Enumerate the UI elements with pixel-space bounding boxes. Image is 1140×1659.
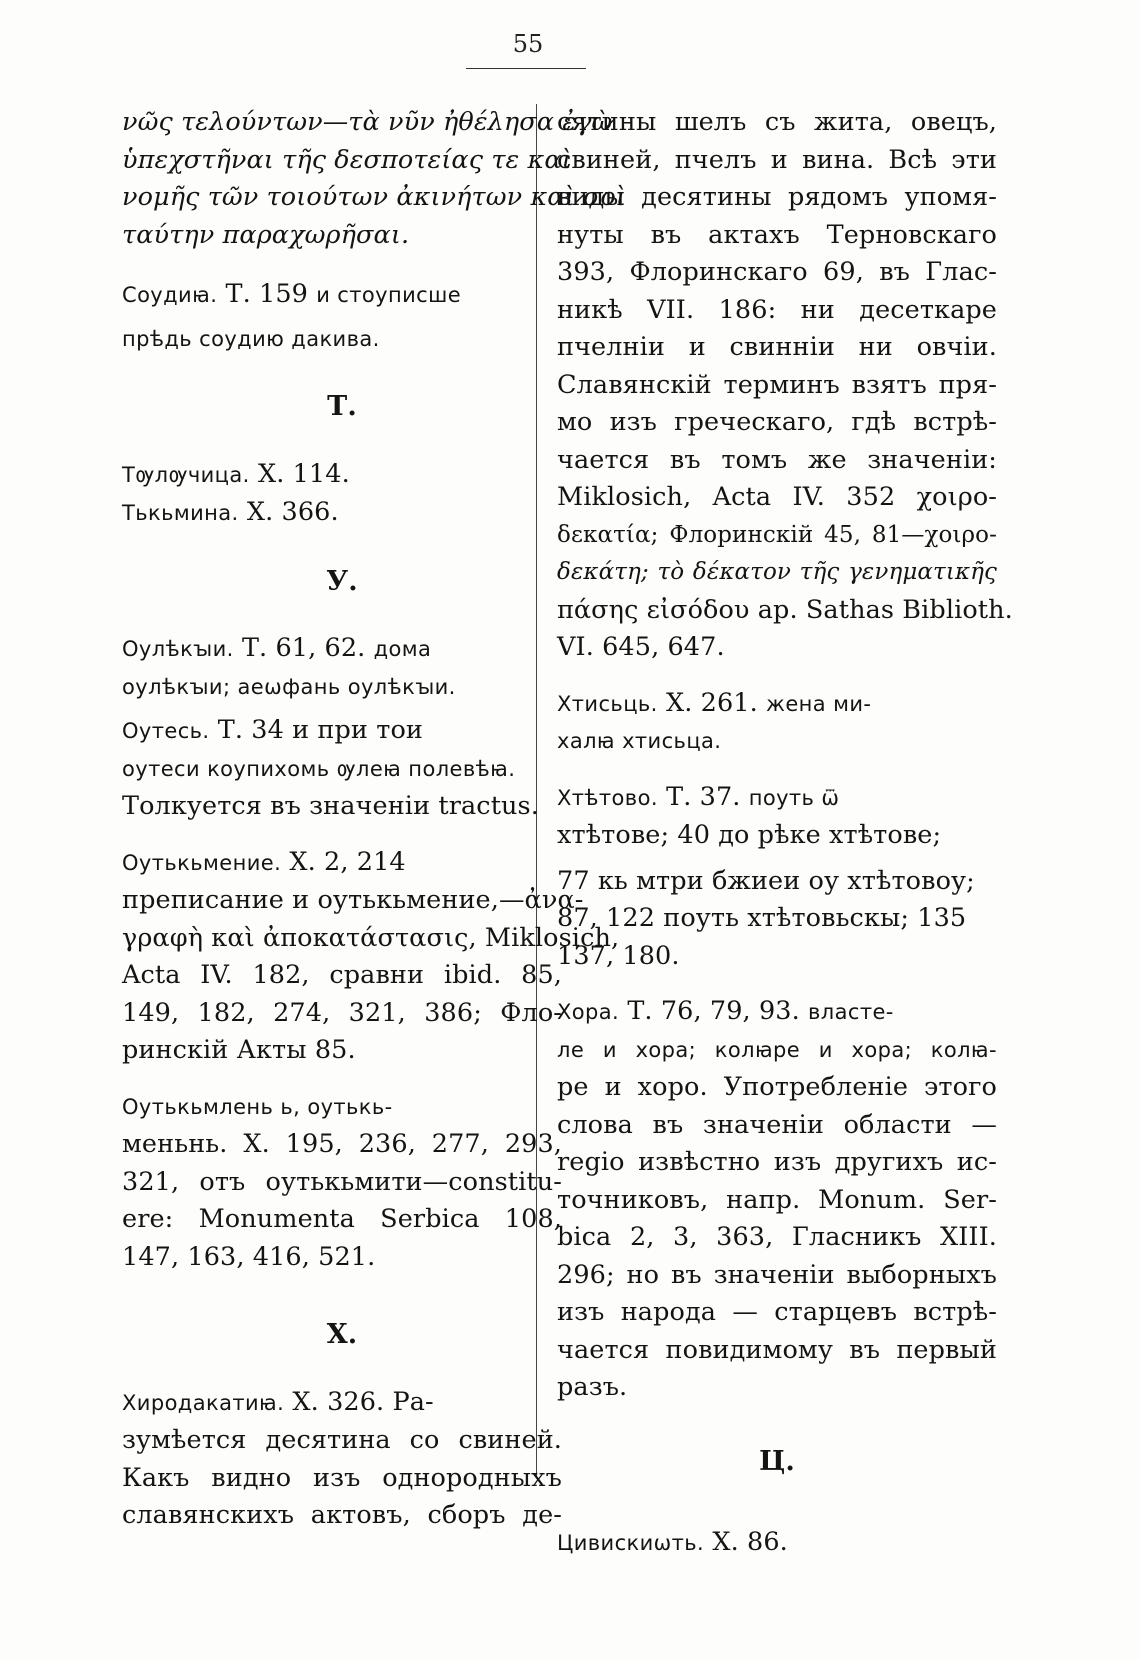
entry-reference: Т. 34 [209, 715, 293, 745]
entry-text: оутькь- [300, 1094, 393, 1119]
section-letter-t: Т. [327, 391, 357, 422]
entry-reference: Т. 76, 79, 93. [619, 996, 809, 1026]
entry-headword: Оулѣкꙑи. [122, 637, 234, 661]
entry-text: нуты въ актахъ Терновскаго [557, 219, 997, 250]
entry-htetovo [557, 779, 997, 976]
entry-reference: Х. 114. [249, 458, 350, 489]
greek-line: νῶς τελούντων—τὰ νῦν ἠθέλησα ἐγὼ [122, 107, 613, 137]
greek-line: νομῆς τῶν τοιούτων ἀκινήτων καὶ σοὶ [122, 182, 626, 212]
entry-text: bica 2, 3, 363, Гласникъ XIII. [557, 1222, 997, 1252]
entry-quote: оулѣкꙑи; аеѡфань оулѣкꙑи. [122, 674, 456, 699]
entry-text: Какъ видно изъ однородныхъ [122, 1462, 562, 1493]
right-column [557, 104, 1013, 1581]
entry-outkmlen [122, 1088, 562, 1277]
entry-text: VI. 645, 647. [557, 632, 725, 662]
entry-text: точниковъ, напр. Monum. Ser- [557, 1184, 997, 1215]
greek-line: ὑπεχστῆναι τῆς δεσποτείας τε καὶ [122, 144, 572, 175]
entry-headword: Хтѣтово. [557, 785, 658, 810]
entry-text: изъ народа — старцевъ встрѣ- [557, 1297, 997, 1327]
entry-text: 393, Флоринскаго 69, въ Глас- [557, 257, 997, 287]
entry-quote: жена ми- [766, 691, 872, 716]
entry-text: чается повидимому въ первый [557, 1334, 997, 1365]
entry-text: Славянскій терминъ взятъ пря- [557, 369, 997, 400]
entry-htisc [557, 685, 997, 761]
entry-reference: Х. 261. [657, 687, 767, 718]
entry-text: 296; но въ значеніи выборныхъ [557, 1259, 997, 1290]
entry-text: 147, 163, 416, 521. [122, 1241, 376, 1272]
entry-headword: Тькьмина. [122, 501, 239, 525]
entry-text: Acta IV. 182, сравни ibid. 85, [122, 960, 562, 990]
entry-text: γραφὴ καὶ ἀποκατάστασις, Miklosich, [122, 922, 620, 953]
entry-text: regio извѣстно изъ другихъ ис- [557, 1147, 997, 1177]
entry-text: виды десятины рядомъ упомя- [557, 182, 997, 212]
entry-text: Х. 326. Ра- [284, 1386, 434, 1417]
entry-quote: поуть ѿ [748, 785, 840, 810]
entry-headword: Хтисьць. [557, 691, 658, 716]
entry-quote: прѣдь соудию дакива. [122, 326, 380, 351]
entry-reference: Т. 37. [657, 781, 749, 812]
entry-text: преписание и оутькьмение,—ἀνα- [122, 885, 584, 915]
entry-headword: Тѹлѹчица. [122, 462, 250, 487]
header-rule [466, 68, 586, 69]
entry-text: зумѣется десятина со свиней. [122, 1425, 562, 1455]
entry-quote: и стоуписше [316, 283, 462, 307]
entry-tsivisk [557, 1524, 997, 1563]
entry-text: хтѣтове; 40 до рѣке хтѣтове; [557, 820, 942, 850]
section-letter-ts: Ц. [759, 1445, 795, 1477]
entry-text: ринскій Акты 85. [122, 1035, 356, 1065]
entry-text: и при тои [292, 715, 423, 745]
entry-hora [557, 993, 997, 1407]
entry-reference: Т. 61, 62. [233, 633, 374, 663]
entry-headword: Цивискиѡть. [557, 1531, 705, 1555]
entry-headword: Оутесь. [122, 719, 210, 743]
entry-text: 77 кь мтри бжиеи оу хтѣтовоу; [557, 865, 975, 896]
entry-reference: Х. 366. [238, 497, 339, 527]
entry-text: δεκάτη; τὸ δέκατον τῆς γενηματικῆς [557, 559, 997, 585]
entry-headword: Оутькьмение. [122, 850, 282, 875]
entry-headword: Хора. [557, 1000, 620, 1024]
entry-text: Толкуется въ значеніи tractus. [122, 791, 539, 821]
section-letter-u: У. [326, 565, 358, 597]
entry-text: пчелніи и свинніи ни овчіи. [557, 332, 997, 362]
entry-text: 137, 180. [557, 940, 680, 971]
entry-text: πάσης εἰσόδου ap. Sathas Biblioth. [557, 594, 1013, 625]
greek-continuation [122, 104, 626, 254]
entry-headword: Оутькьмлень ь, [122, 1094, 301, 1119]
entry-text: δεκατία; Флоринскій 45, 81—χοιρο- [557, 521, 997, 548]
entry-text: 87, 122 поуть хтѣтовьскы; 135 [557, 903, 967, 933]
entry-oulkii [122, 630, 562, 706]
section-letter-h: Х. [326, 1319, 358, 1350]
entry-text: никѣ VII. 186: ни десеткаре [557, 294, 997, 325]
entry-reference: Х. 86. [704, 1527, 788, 1557]
page-number: 55 [512, 30, 544, 58]
entry-soudia [122, 276, 562, 358]
entry-text: чается въ томъ же значеніи: [557, 444, 997, 475]
entry-text: ре и хоро. Употребленіе этого [557, 1072, 997, 1102]
entry-text: меньнь. Х. 195, 236, 277, 293, [122, 1129, 562, 1159]
entry-outes [122, 712, 562, 826]
entry-text: Х. 2, 214 [281, 846, 406, 877]
entry-text: сятины шелъ съ жита, овецъ, [557, 107, 997, 137]
entry-text: 149, 182, 274, 321, 386; Фло- [122, 997, 562, 1028]
greek-line: ταύτην παραχωρῆσαι. [122, 219, 410, 250]
entry-text: мо изъ греческаго, гдѣ встрѣ- [557, 407, 997, 437]
entry-headword: Хиродакатиꙗ. [122, 1390, 285, 1415]
entry-text: слова въ значеніи области — [557, 1109, 997, 1140]
entry-quote: дома [373, 637, 432, 661]
entry-text: славянскихъ актовъ, сборъ де- [122, 1500, 562, 1530]
entry-reference: Т. 159 [217, 279, 317, 309]
entry-text: Miklosich, Acta IV. 352 χοιρο- [557, 482, 997, 512]
entry-text: разъ. [557, 1372, 628, 1402]
entry-hirodakatia [122, 1384, 562, 1535]
entry-quote: халꙗ хтисьца. [557, 729, 722, 753]
entry-text: свиней, пчелъ и вина. Всѣ эти [557, 144, 997, 175]
entry-quote: властe- [808, 1000, 894, 1024]
entry-text: ere: Monumenta Serbica 108, [122, 1204, 562, 1234]
entry-tkmina [122, 494, 562, 533]
entry-headword: Соудиꙗ. [122, 283, 218, 307]
entry-quote: ле и хора; колꙗре и хора; колꙗ- [557, 1037, 997, 1062]
entry-text: 321, отъ оутькьмити—constitu- [122, 1166, 562, 1197]
entry-tluchica [122, 456, 562, 495]
entry-continuation [557, 104, 1013, 667]
entry-quote: оутеси коупихомь ѹлеꙗ полевѣꙗ. [122, 756, 516, 781]
